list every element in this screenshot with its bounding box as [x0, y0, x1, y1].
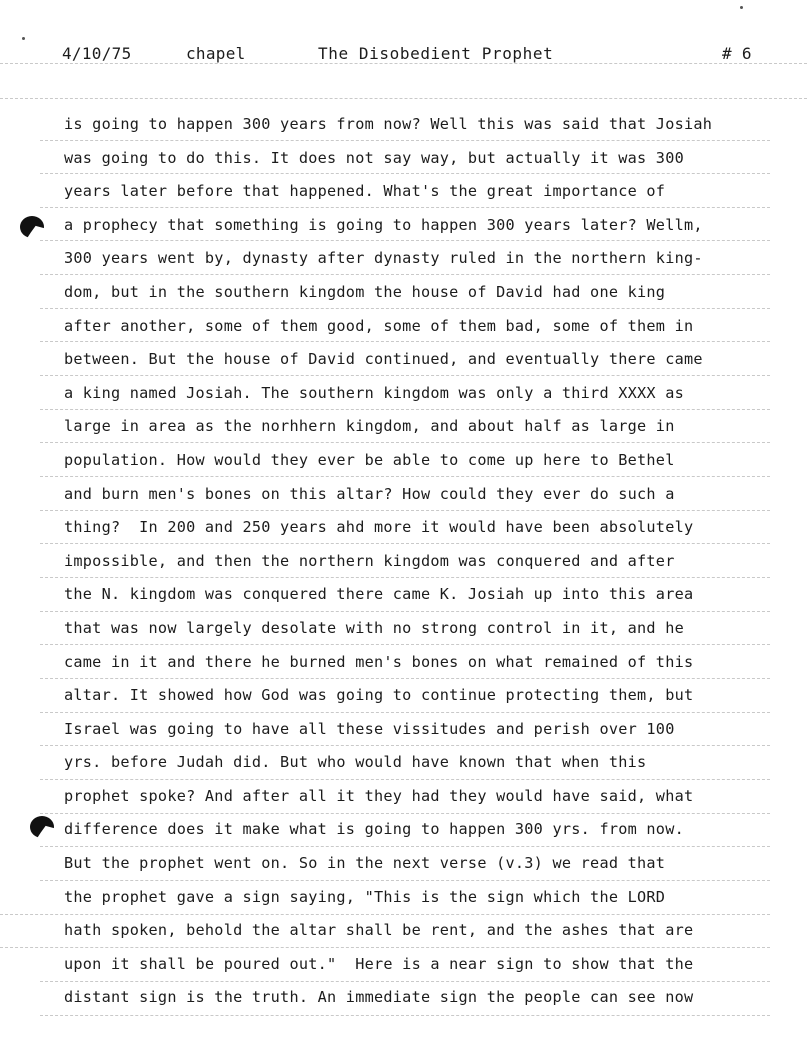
page-number: # 6 — [722, 44, 752, 63]
body-text — [64, 112, 754, 1019]
text-line: was going to do this. It does not say way, but actually it was 300 — [64, 148, 684, 167]
scan-speck — [22, 37, 25, 40]
binder-hole-mark — [30, 816, 54, 838]
text-line: years later before that happened. What's the great importance of — [64, 182, 666, 201]
text-line: Israel was going to have all these vissitudes and perish over 100 — [64, 719, 675, 738]
text-line: a king named Josiah. The southern kingdom was only a third XXXX as — [64, 383, 684, 402]
text-line: altar. It showed how God was going to continue protecting them, but — [64, 686, 694, 705]
text-line: prophet spoke? And after all it they had they would have said, what — [64, 786, 694, 805]
text-line: the prophet gave a sign saying, "This is the sign which the LORD — [64, 887, 666, 906]
text-line: difference does it make what is going to happen 300 yrs. from now. — [64, 820, 684, 839]
text-line: that was now largely desolate with no strong control in it, and he — [64, 618, 684, 637]
document-date: 4/10/75 — [62, 44, 132, 63]
text-line: a prophecy that something is going to happen 300 years later? Wellm, — [64, 215, 703, 234]
scan-speck — [740, 6, 743, 9]
text-line: impossible, and then the northern kingdom was conquered and after — [64, 551, 675, 570]
text-line: thing? In 200 and 250 years ahd more it would have been absolutely — [64, 518, 694, 537]
text-line: yrs. before Judah did. But who would have known that when this — [64, 753, 647, 772]
text-line: But the prophet went on. So in the next verse (v.3) we read that — [64, 854, 666, 873]
text-line: 300 years went by, dynasty after dynasty ruled in the northern king- — [64, 249, 703, 268]
text-line: large in area as the norhhern kingdom, and about half as large in — [64, 417, 675, 436]
document-location: chapel — [186, 44, 246, 63]
text-line: the N. kingdom was conquered there came K. Josiah up into this area — [64, 585, 694, 604]
binder-hole-mark — [20, 216, 44, 238]
text-line: after another, some of them good, some of them bad, some of them in — [64, 316, 694, 335]
text-line: population. How would they ever be able to come up here to Bethel — [64, 450, 675, 469]
text-line: and burn men's bones on this altar? How could they ever do such a — [64, 484, 675, 503]
text-line: is going to happen 300 years from now? Well this was said that Josiah — [64, 115, 713, 133]
document-title: The Disobedient Prophet — [318, 44, 554, 63]
text-line: between. But the house of David continued, and eventually there came — [64, 350, 703, 369]
text-line: hath spoken, behold the altar shall be rent, and the ashes that are — [64, 921, 694, 940]
text-line: came in it and there he burned men's bones on what remained of this — [64, 652, 694, 671]
ruled-line — [0, 98, 807, 99]
text-line: distant sign is the truth. An immediate sign the people can see now — [64, 988, 694, 1007]
text-line: dom, but in the southern kingdom the house of David had one king — [64, 282, 666, 301]
text-line: upon it shall be poured out." Here is a near sign to show that the — [64, 954, 694, 973]
